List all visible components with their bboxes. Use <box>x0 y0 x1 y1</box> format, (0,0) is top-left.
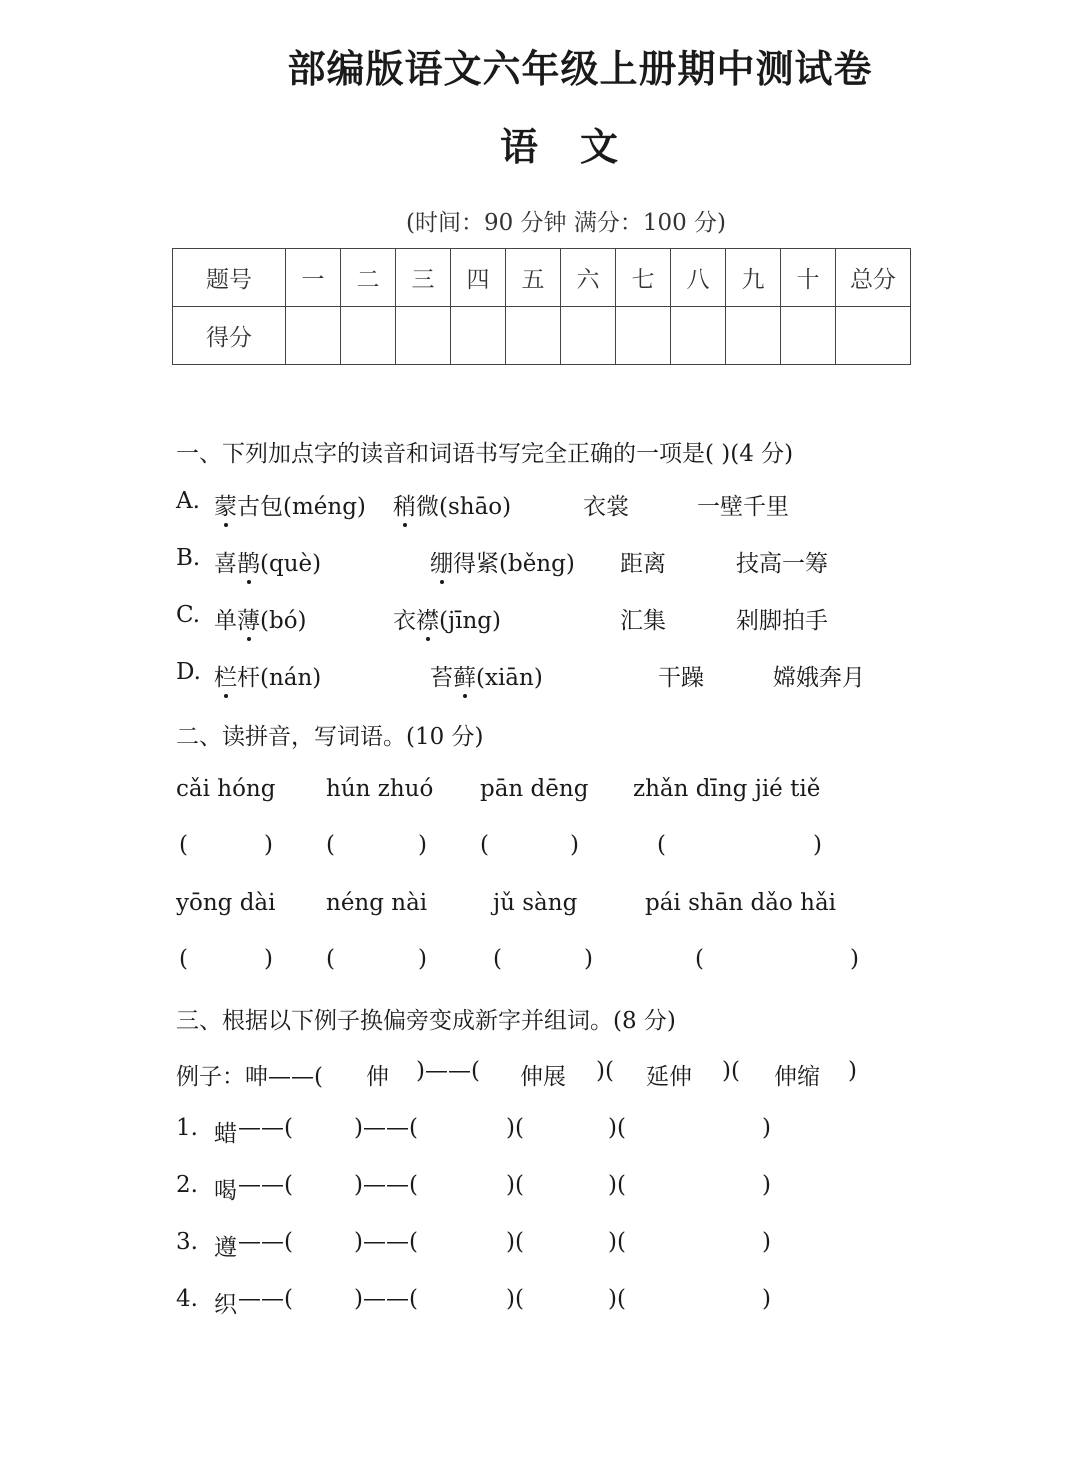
score-header-cell: 六 <box>561 249 616 307</box>
score-cell[interactable] <box>341 307 396 365</box>
option-word-3: 衣裳 <box>583 494 629 520</box>
example-close: ) <box>848 1058 857 1084</box>
item-char: 喝 <box>214 1178 237 1204</box>
score-header-cell: 总分 <box>836 249 911 307</box>
option-letter: A. <box>176 488 200 514</box>
option-word-2: 衣襟(jīng) <box>393 602 501 635</box>
score-cell[interactable] <box>726 307 781 365</box>
dotted-char: 稍 <box>393 488 416 521</box>
answer-bracket-close: ) <box>813 832 822 858</box>
answer-bracket-open: ( <box>480 832 489 858</box>
score-cell[interactable] <box>396 307 451 365</box>
item-number: 1. <box>176 1115 198 1141</box>
score-header-cell: 四 <box>451 249 506 307</box>
dotted-char: 绷 <box>430 545 453 578</box>
item-char: 遵 <box>214 1235 237 1261</box>
pinyin-group: jǔ sàng <box>493 890 578 916</box>
pinyin-group: hún zhuó <box>326 776 434 802</box>
example-word: 伸缩 <box>774 1064 820 1090</box>
option-word-4: 技高一筹 <box>736 551 828 577</box>
dotted-char: 藓 <box>453 659 476 692</box>
option-word-4: 一壁千里 <box>697 494 789 520</box>
score-header-cell: 十 <box>781 249 836 307</box>
score-header-cell: 八 <box>671 249 726 307</box>
pinyin-group: néng nài <box>326 890 428 916</box>
dotted-char: 薄 <box>237 602 260 635</box>
score-table-score-row <box>173 307 911 365</box>
item-close: ) <box>762 1286 771 1312</box>
score-cell[interactable] <box>451 307 506 365</box>
score-table <box>172 248 911 365</box>
q3-heading: 三、根据以下例子换偏旁变成新字并组词。(8 分) <box>176 1008 676 1034</box>
dotted-char: 栏 <box>214 659 237 692</box>
example-word: 伸展 <box>520 1064 566 1090</box>
example-prefix: 例子：呻——( <box>176 1064 323 1090</box>
dotted-char: 鹊 <box>237 545 260 578</box>
example-sep: )( <box>722 1058 740 1084</box>
answer-bracket-close: ) <box>418 832 427 858</box>
q2-heading: 二、读拼音，写词语。(10 分) <box>176 724 484 750</box>
score-header-cell: 九 <box>726 249 781 307</box>
item-sep: )( <box>608 1115 626 1141</box>
q1-heading: 一、下列加点字的读音和词语书写完全正确的一项是( )(4 分) <box>176 441 794 467</box>
example-char: 伸 <box>366 1064 389 1090</box>
example-sep: )( <box>596 1058 614 1084</box>
option-word-2: 稍微(shāo) <box>393 488 511 521</box>
option-letter: D. <box>176 659 201 685</box>
answer-bracket-close: ) <box>418 946 427 972</box>
answer-bracket-open: ( <box>657 832 666 858</box>
item-sep: )( <box>506 1115 524 1141</box>
answer-bracket-close: ) <box>570 832 579 858</box>
option-word-4: 嫦娥奔月 <box>773 665 865 691</box>
example-mid: )——( <box>416 1058 480 1084</box>
item-sep: )( <box>608 1172 626 1198</box>
item-sep: )( <box>506 1286 524 1312</box>
option-word-1: 蒙古包(méng) <box>214 488 366 521</box>
score-header-cell: 五 <box>506 249 561 307</box>
score-header-cell: 一 <box>286 249 341 307</box>
score-cell[interactable] <box>616 307 671 365</box>
pinyin-group: zhǎn dīng jié tiě <box>633 776 821 802</box>
option-word-4: 剁脚拍手 <box>736 608 828 634</box>
subject-title: 语文 <box>499 125 660 169</box>
answer-bracket-open: ( <box>179 832 188 858</box>
score-cell[interactable] <box>671 307 726 365</box>
answer-bracket-close: ) <box>264 832 273 858</box>
item-close: ) <box>762 1115 771 1141</box>
option-word-1: 单薄(bó) <box>214 602 307 635</box>
option-word-1: 喜鹊(què) <box>214 545 321 578</box>
answer-bracket-open: ( <box>493 946 502 972</box>
pinyin-group: pān dēng <box>480 776 589 802</box>
dotted-char: 襟 <box>416 602 439 635</box>
item-number: 3. <box>176 1229 198 1255</box>
answer-bracket-close: ) <box>584 946 593 972</box>
page-title: 部编版语文六年级上册期中测试卷 <box>287 47 873 91</box>
item-number: 2. <box>176 1172 198 1198</box>
score-header-cell: 三 <box>396 249 451 307</box>
item-sep: )( <box>506 1229 524 1255</box>
item-dash-close: )——( <box>354 1229 418 1255</box>
option-word-1: 栏杆(nán) <box>214 659 321 692</box>
score-cell[interactable] <box>561 307 616 365</box>
item-close: ) <box>762 1229 771 1255</box>
answer-bracket-open: ( <box>179 946 188 972</box>
item-sep: )( <box>608 1286 626 1312</box>
option-word-3: 干躁 <box>658 665 704 691</box>
answer-bracket-open: ( <box>695 946 704 972</box>
score-header-cell: 七 <box>616 249 671 307</box>
item-dash-close: )——( <box>354 1286 418 1312</box>
option-word-2: 绷得紧(běng) <box>430 545 575 578</box>
item-sep: )( <box>608 1229 626 1255</box>
item-sep: )( <box>506 1172 524 1198</box>
item-number: 4. <box>176 1286 198 1312</box>
answer-bracket-open: ( <box>326 946 335 972</box>
dotted-char: 蒙 <box>214 488 237 521</box>
answer-bracket-close: ) <box>850 946 859 972</box>
example-word: 延伸 <box>646 1064 692 1090</box>
answer-bracket-open: ( <box>326 832 335 858</box>
option-word-2: 苔藓(xiān) <box>430 659 543 692</box>
pinyin-group: cǎi hóng <box>176 776 276 802</box>
score-table-header-row <box>173 249 911 307</box>
option-letter: B. <box>176 545 201 571</box>
score-header-cell: 题号 <box>173 249 286 307</box>
score-cell[interactable] <box>506 307 561 365</box>
exam-time-info: (时间：90 分钟 满分：100 分) <box>405 210 727 236</box>
item-dash: ——( <box>238 1229 293 1255</box>
item-dash: ——( <box>238 1115 293 1141</box>
score-cell[interactable] <box>836 307 911 365</box>
item-close: ) <box>762 1172 771 1198</box>
option-word-3: 汇集 <box>620 608 666 634</box>
item-dash-close: )——( <box>354 1172 418 1198</box>
score-row-label: 得分 <box>173 307 286 365</box>
score-header-cell: 二 <box>341 249 396 307</box>
item-char: 织 <box>214 1292 237 1318</box>
pinyin-group: yōng dài <box>176 890 276 916</box>
item-dash: ——( <box>238 1172 293 1198</box>
item-dash: ——( <box>238 1286 293 1312</box>
score-cell[interactable] <box>286 307 341 365</box>
item-dash-close: )——( <box>354 1115 418 1141</box>
option-word-3: 距离 <box>620 551 666 577</box>
option-letter: C. <box>176 602 201 628</box>
item-char: 蜡 <box>214 1121 237 1147</box>
answer-bracket-close: ) <box>264 946 273 972</box>
pinyin-group: pái shān dǎo hǎi <box>645 890 837 916</box>
score-cell[interactable] <box>781 307 836 365</box>
